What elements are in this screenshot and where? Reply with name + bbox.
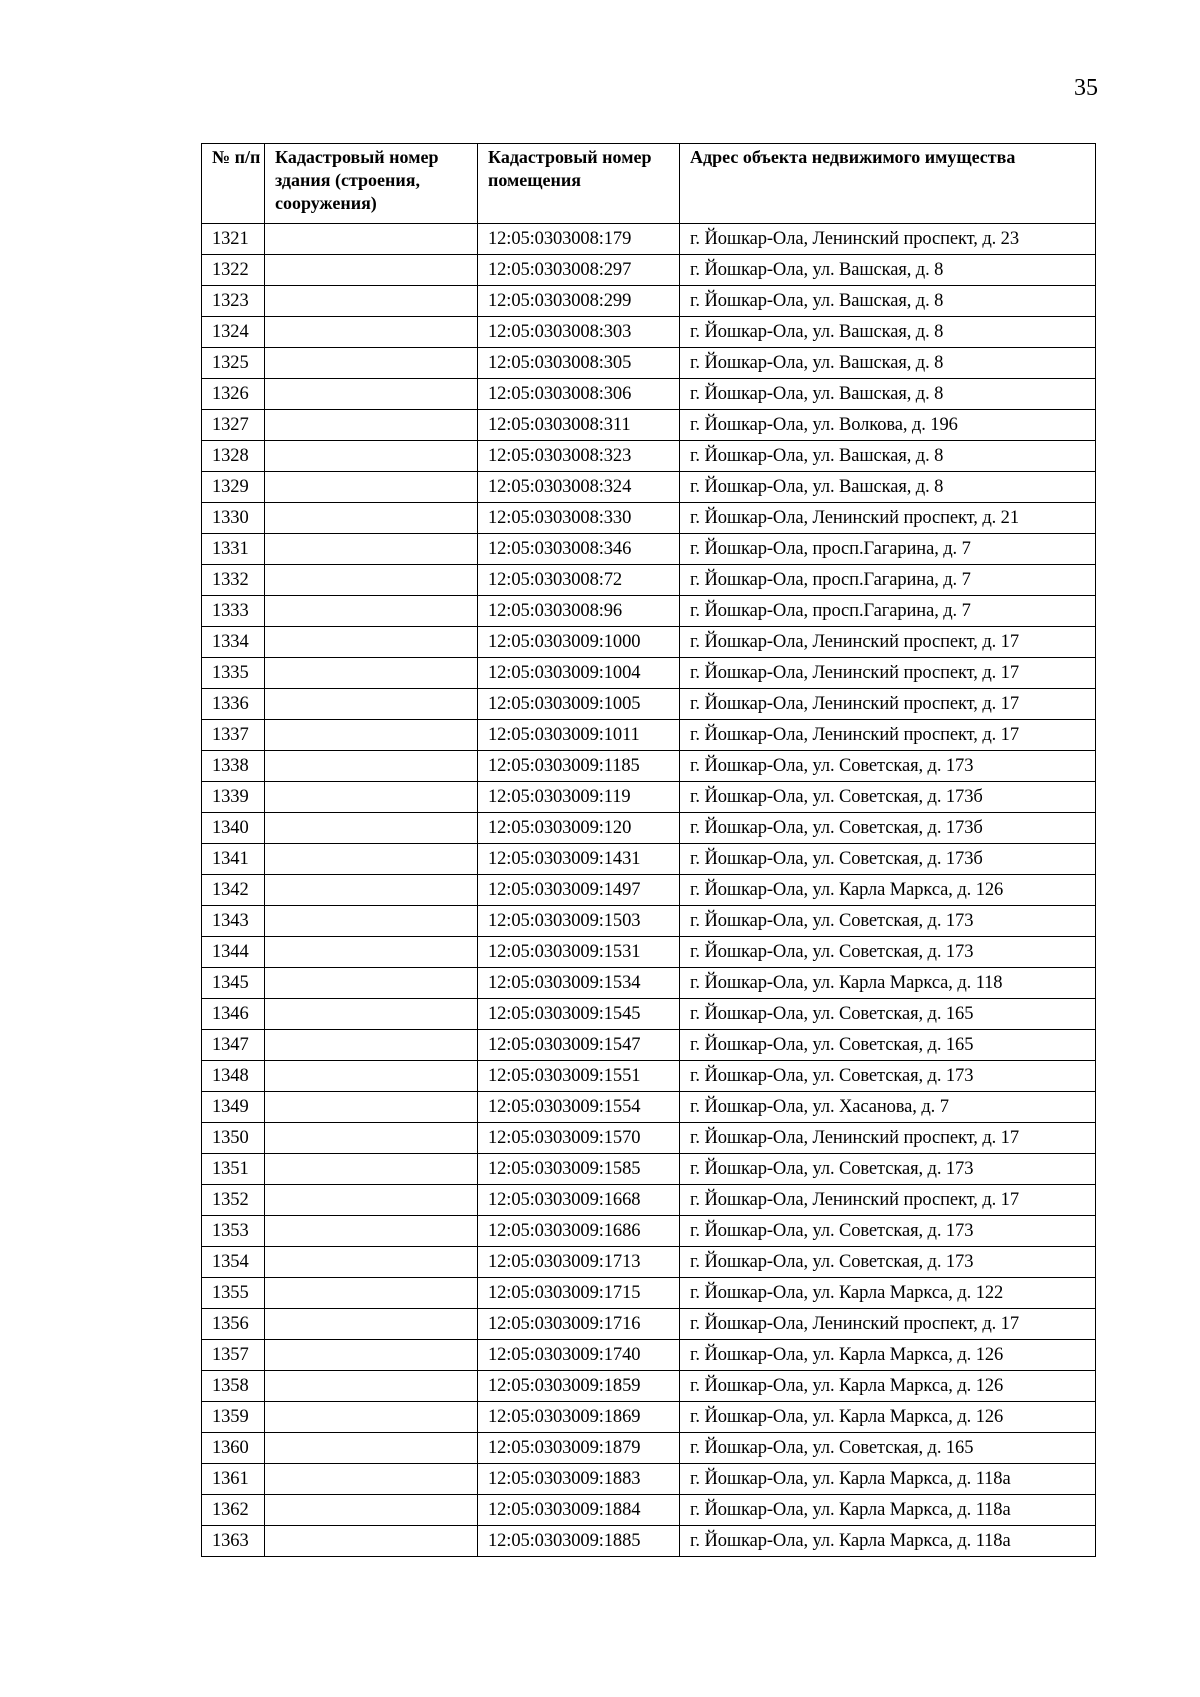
address-cell: г. Йошкар-Ола, Ленинский проспект, д. 17 bbox=[680, 658, 1096, 689]
address-cell: г. Йошкар-Ола, ул. Волкова, д. 196 bbox=[680, 410, 1096, 441]
address-cell: г. Йошкар-Ола, ул. Вашская, д. 8 bbox=[680, 286, 1096, 317]
table-row bbox=[202, 782, 1096, 813]
row-number-cell: 1329 bbox=[202, 472, 265, 503]
row-number-cell: 1347 bbox=[202, 1030, 265, 1061]
header-row-number: № п/п bbox=[202, 144, 265, 224]
address-cell: г. Йошкар-Ола, Ленинский проспект, д. 21 bbox=[680, 503, 1096, 534]
building-cadastral-cell bbox=[265, 1216, 478, 1247]
room-cadastral-cell: 12:05:0303008:303 bbox=[478, 317, 680, 348]
address-cell: г. Йошкар-Ола, Ленинский проспект, д. 17 bbox=[680, 627, 1096, 658]
building-cadastral-cell bbox=[265, 255, 478, 286]
building-cadastral-cell bbox=[265, 937, 478, 968]
address-cell: г. Йошкар-Ола, ул. Советская, д. 173 bbox=[680, 1247, 1096, 1278]
table-row bbox=[202, 1278, 1096, 1309]
row-number-cell: 1327 bbox=[202, 410, 265, 441]
room-cadastral-cell: 12:05:0303008:179 bbox=[478, 224, 680, 255]
row-number-cell: 1352 bbox=[202, 1185, 265, 1216]
row-number-cell: 1345 bbox=[202, 968, 265, 999]
building-cadastral-cell bbox=[265, 503, 478, 534]
table-row bbox=[202, 1154, 1096, 1185]
row-number-cell: 1333 bbox=[202, 596, 265, 627]
room-cadastral-cell: 12:05:0303008:299 bbox=[478, 286, 680, 317]
table-body bbox=[202, 224, 1096, 1557]
address-cell: г. Йошкар-Ола, Ленинский проспект, д. 17 bbox=[680, 1185, 1096, 1216]
row-number-cell: 1336 bbox=[202, 689, 265, 720]
room-cadastral-cell: 12:05:0303009:1879 bbox=[478, 1433, 680, 1464]
address-cell: г. Йошкар-Ола, ул. Карла Маркса, д. 126 bbox=[680, 1340, 1096, 1371]
row-number-cell: 1328 bbox=[202, 441, 265, 472]
room-cadastral-cell: 12:05:0303009:1000 bbox=[478, 627, 680, 658]
table-row bbox=[202, 875, 1096, 906]
building-cadastral-cell bbox=[265, 379, 478, 410]
building-cadastral-cell bbox=[265, 782, 478, 813]
room-cadastral-cell: 12:05:0303008:72 bbox=[478, 565, 680, 596]
table-row bbox=[202, 1433, 1096, 1464]
address-cell: г. Йошкар-Ола, ул. Советская, д. 173б bbox=[680, 782, 1096, 813]
table-row bbox=[202, 503, 1096, 534]
room-cadastral-cell: 12:05:0303009:1005 bbox=[478, 689, 680, 720]
room-cadastral-cell: 12:05:0303009:1713 bbox=[478, 1247, 680, 1278]
room-cadastral-cell: 12:05:0303009:1185 bbox=[478, 751, 680, 782]
building-cadastral-cell bbox=[265, 720, 478, 751]
address-cell: г. Йошкар-Ола, ул. Советская, д. 173б bbox=[680, 844, 1096, 875]
room-cadastral-cell: 12:05:0303009:1716 bbox=[478, 1309, 680, 1340]
building-cadastral-cell bbox=[265, 348, 478, 379]
address-cell: г. Йошкар-Ола, ул. Карла Маркса, д. 118а bbox=[680, 1464, 1096, 1495]
row-number-cell: 1342 bbox=[202, 875, 265, 906]
row-number-cell: 1360 bbox=[202, 1433, 265, 1464]
row-number-cell: 1362 bbox=[202, 1495, 265, 1526]
row-number-cell: 1331 bbox=[202, 534, 265, 565]
address-cell: г. Йошкар-Ола, ул. Советская, д. 173 bbox=[680, 1216, 1096, 1247]
row-number-cell: 1335 bbox=[202, 658, 265, 689]
address-cell: г. Йошкар-Ола, ул. Вашская, д. 8 bbox=[680, 379, 1096, 410]
address-cell: г. Йошкар-Ола, ул. Хасанова, д. 7 bbox=[680, 1092, 1096, 1123]
table-row bbox=[202, 689, 1096, 720]
room-cadastral-cell: 12:05:0303008:346 bbox=[478, 534, 680, 565]
address-cell: г. Йошкар-Ола, ул. Карла Маркса, д. 126 bbox=[680, 1371, 1096, 1402]
address-cell: г. Йошкар-Ола, Ленинский проспект, д. 23 bbox=[680, 224, 1096, 255]
building-cadastral-cell bbox=[265, 565, 478, 596]
row-number-cell: 1330 bbox=[202, 503, 265, 534]
row-number-cell: 1343 bbox=[202, 906, 265, 937]
room-cadastral-cell: 12:05:0303008:305 bbox=[478, 348, 680, 379]
room-cadastral-cell: 12:05:0303009:1869 bbox=[478, 1402, 680, 1433]
building-cadastral-cell bbox=[265, 1526, 478, 1557]
building-cadastral-cell bbox=[265, 410, 478, 441]
building-cadastral-cell bbox=[265, 1464, 478, 1495]
table-row bbox=[202, 317, 1096, 348]
table-row bbox=[202, 1092, 1096, 1123]
room-cadastral-cell: 12:05:0303009:1545 bbox=[478, 999, 680, 1030]
row-number-cell: 1358 bbox=[202, 1371, 265, 1402]
table-row bbox=[202, 1030, 1096, 1061]
table-row bbox=[202, 379, 1096, 410]
row-number-cell: 1354 bbox=[202, 1247, 265, 1278]
table-row bbox=[202, 286, 1096, 317]
table-row bbox=[202, 1123, 1096, 1154]
address-cell: г. Йошкар-Ола, ул. Советская, д. 165 bbox=[680, 1030, 1096, 1061]
address-cell: г. Йошкар-Ола, ул. Карла Маркса, д. 118 bbox=[680, 968, 1096, 999]
row-number-cell: 1321 bbox=[202, 224, 265, 255]
room-cadastral-cell: 12:05:0303008:330 bbox=[478, 503, 680, 534]
building-cadastral-cell bbox=[265, 658, 478, 689]
building-cadastral-cell bbox=[265, 1123, 478, 1154]
table-row bbox=[202, 596, 1096, 627]
room-cadastral-cell: 12:05:0303009:1859 bbox=[478, 1371, 680, 1402]
building-cadastral-cell bbox=[265, 1247, 478, 1278]
table-row bbox=[202, 720, 1096, 751]
building-cadastral-cell bbox=[265, 441, 478, 472]
table-row bbox=[202, 1495, 1096, 1526]
room-cadastral-cell: 12:05:0303009:1431 bbox=[478, 844, 680, 875]
table-row bbox=[202, 1526, 1096, 1557]
table-row bbox=[202, 968, 1096, 999]
building-cadastral-cell bbox=[265, 1278, 478, 1309]
address-cell: г. Йошкар-Ола, ул. Вашская, д. 8 bbox=[680, 348, 1096, 379]
row-number-cell: 1359 bbox=[202, 1402, 265, 1433]
building-cadastral-cell bbox=[265, 472, 478, 503]
address-cell: г. Йошкар-Ола, ул. Советская, д. 165 bbox=[680, 999, 1096, 1030]
building-cadastral-cell bbox=[265, 1061, 478, 1092]
room-cadastral-cell: 12:05:0303008:306 bbox=[478, 379, 680, 410]
room-cadastral-cell: 12:05:0303009:1686 bbox=[478, 1216, 680, 1247]
row-number-cell: 1346 bbox=[202, 999, 265, 1030]
address-cell: г. Йошкар-Ола, ул. Советская, д. 173б bbox=[680, 813, 1096, 844]
address-cell: г. Йошкар-Ола, ул. Вашская, д. 8 bbox=[680, 255, 1096, 286]
room-cadastral-cell: 12:05:0303009:119 bbox=[478, 782, 680, 813]
address-cell: г. Йошкар-Ола, ул. Вашская, д. 8 bbox=[680, 472, 1096, 503]
room-cadastral-cell: 12:05:0303008:324 bbox=[478, 472, 680, 503]
room-cadastral-cell: 12:05:0303009:1740 bbox=[478, 1340, 680, 1371]
table-row bbox=[202, 906, 1096, 937]
room-cadastral-cell: 12:05:0303008:297 bbox=[478, 255, 680, 286]
address-cell: г. Йошкар-Ола, ул. Советская, д. 173 bbox=[680, 751, 1096, 782]
table-row bbox=[202, 937, 1096, 968]
address-cell: г. Йошкар-Ола, ул. Карла Маркса, д. 126 bbox=[680, 875, 1096, 906]
table-row bbox=[202, 472, 1096, 503]
building-cadastral-cell bbox=[265, 1402, 478, 1433]
address-cell: г. Йошкар-Ола, ул. Карла Маркса, д. 118а bbox=[680, 1495, 1096, 1526]
row-number-cell: 1322 bbox=[202, 255, 265, 286]
room-cadastral-cell: 12:05:0303009:1534 bbox=[478, 968, 680, 999]
row-number-cell: 1325 bbox=[202, 348, 265, 379]
building-cadastral-cell bbox=[265, 1154, 478, 1185]
address-cell: г. Йошкар-Ола, Ленинский проспект, д. 17 bbox=[680, 720, 1096, 751]
row-number-cell: 1338 bbox=[202, 751, 265, 782]
row-number-cell: 1351 bbox=[202, 1154, 265, 1185]
room-cadastral-cell: 12:05:0303009:1668 bbox=[478, 1185, 680, 1216]
address-cell: г. Йошкар-Ола, ул. Советская, д. 173 bbox=[680, 906, 1096, 937]
building-cadastral-cell bbox=[265, 875, 478, 906]
building-cadastral-cell bbox=[265, 224, 478, 255]
address-cell: г. Йошкар-Ола, ул. Карла Маркса, д. 122 bbox=[680, 1278, 1096, 1309]
building-cadastral-cell bbox=[265, 689, 478, 720]
row-number-cell: 1334 bbox=[202, 627, 265, 658]
address-cell: г. Йошкар-Ола, ул. Карла Маркса, д. 126 bbox=[680, 1402, 1096, 1433]
table-row bbox=[202, 658, 1096, 689]
address-cell: г. Йошкар-Ола, Ленинский проспект, д. 17 bbox=[680, 689, 1096, 720]
room-cadastral-cell: 12:05:0303009:1883 bbox=[478, 1464, 680, 1495]
header-room-cadastral-number: Кадастровый номер помещения bbox=[478, 144, 680, 224]
address-cell: г. Йошкар-Ола, ул. Вашская, д. 8 bbox=[680, 317, 1096, 348]
row-number-cell: 1353 bbox=[202, 1216, 265, 1247]
table-row bbox=[202, 999, 1096, 1030]
table-row bbox=[202, 565, 1096, 596]
table-row bbox=[202, 1216, 1096, 1247]
row-number-cell: 1348 bbox=[202, 1061, 265, 1092]
room-cadastral-cell: 12:05:0303009:1554 bbox=[478, 1092, 680, 1123]
address-cell: г. Йошкар-Ола, ул. Советская, д. 173 bbox=[680, 1154, 1096, 1185]
room-cadastral-cell: 12:05:0303009:1004 bbox=[478, 658, 680, 689]
building-cadastral-cell bbox=[265, 1495, 478, 1526]
table-row bbox=[202, 1247, 1096, 1278]
row-number-cell: 1341 bbox=[202, 844, 265, 875]
building-cadastral-cell bbox=[265, 813, 478, 844]
table-row bbox=[202, 1185, 1096, 1216]
address-cell: г. Йошкар-Ола, ул. Советская, д. 173 bbox=[680, 937, 1096, 968]
table-row bbox=[202, 348, 1096, 379]
row-number-cell: 1326 bbox=[202, 379, 265, 410]
row-number-cell: 1356 bbox=[202, 1309, 265, 1340]
table-header bbox=[202, 144, 1096, 224]
building-cadastral-cell bbox=[265, 1030, 478, 1061]
table-row bbox=[202, 1309, 1096, 1340]
table-row bbox=[202, 1371, 1096, 1402]
table-row bbox=[202, 751, 1096, 782]
building-cadastral-cell bbox=[265, 627, 478, 658]
address-cell: г. Йошкар-Ола, Ленинский проспект, д. 17 bbox=[680, 1309, 1096, 1340]
row-number-cell: 1332 bbox=[202, 565, 265, 596]
building-cadastral-cell bbox=[265, 1185, 478, 1216]
room-cadastral-cell: 12:05:0303009:1585 bbox=[478, 1154, 680, 1185]
building-cadastral-cell bbox=[265, 1433, 478, 1464]
table-row bbox=[202, 1061, 1096, 1092]
address-cell: г. Йошкар-Ола, просп.Гагарина, д. 7 bbox=[680, 534, 1096, 565]
building-cadastral-cell bbox=[265, 1092, 478, 1123]
address-cell: г. Йошкар-Ола, просп.Гагарина, д. 7 bbox=[680, 596, 1096, 627]
room-cadastral-cell: 12:05:0303008:323 bbox=[478, 441, 680, 472]
room-cadastral-cell: 12:05:0303009:1497 bbox=[478, 875, 680, 906]
building-cadastral-cell bbox=[265, 751, 478, 782]
building-cadastral-cell bbox=[265, 286, 478, 317]
room-cadastral-cell: 12:05:0303009:1715 bbox=[478, 1278, 680, 1309]
address-cell: г. Йошкар-Ола, ул. Вашская, д. 8 bbox=[680, 441, 1096, 472]
header-row bbox=[202, 144, 1096, 224]
room-cadastral-cell: 12:05:0303009:1011 bbox=[478, 720, 680, 751]
room-cadastral-cell: 12:05:0303009:1547 bbox=[478, 1030, 680, 1061]
room-cadastral-cell: 12:05:0303009:1884 bbox=[478, 1495, 680, 1526]
property-registry-table bbox=[201, 143, 1096, 1557]
room-cadastral-cell: 12:05:0303009:1531 bbox=[478, 937, 680, 968]
table-row bbox=[202, 627, 1096, 658]
building-cadastral-cell bbox=[265, 999, 478, 1030]
table-row bbox=[202, 534, 1096, 565]
table-row bbox=[202, 1464, 1096, 1495]
table-row bbox=[202, 224, 1096, 255]
row-number-cell: 1355 bbox=[202, 1278, 265, 1309]
room-cadastral-cell: 12:05:0303009:1551 bbox=[478, 1061, 680, 1092]
room-cadastral-cell: 12:05:0303009:120 bbox=[478, 813, 680, 844]
room-cadastral-cell: 12:05:0303009:1885 bbox=[478, 1526, 680, 1557]
building-cadastral-cell bbox=[265, 1340, 478, 1371]
row-number-cell: 1350 bbox=[202, 1123, 265, 1154]
row-number-cell: 1323 bbox=[202, 286, 265, 317]
page-number: 35 bbox=[1074, 75, 1098, 101]
building-cadastral-cell bbox=[265, 968, 478, 999]
table-row bbox=[202, 1340, 1096, 1371]
table-row bbox=[202, 441, 1096, 472]
table-row bbox=[202, 255, 1096, 286]
room-cadastral-cell: 12:05:0303009:1570 bbox=[478, 1123, 680, 1154]
row-number-cell: 1337 bbox=[202, 720, 265, 751]
table-row bbox=[202, 410, 1096, 441]
table-row bbox=[202, 844, 1096, 875]
address-cell: г. Йошкар-Ола, просп.Гагарина, д. 7 bbox=[680, 565, 1096, 596]
table-row bbox=[202, 1402, 1096, 1433]
header-building-cadastral-number: Кадастровый номер здания (строения, сооружения) bbox=[265, 144, 478, 224]
row-number-cell: 1361 bbox=[202, 1464, 265, 1495]
building-cadastral-cell bbox=[265, 844, 478, 875]
building-cadastral-cell bbox=[265, 1309, 478, 1340]
header-property-address: Адрес объекта недвижимого имущества bbox=[680, 144, 1096, 224]
row-number-cell: 1344 bbox=[202, 937, 265, 968]
room-cadastral-cell: 12:05:0303008:311 bbox=[478, 410, 680, 441]
address-cell: г. Йошкар-Ола, Ленинский проспект, д. 17 bbox=[680, 1123, 1096, 1154]
address-cell: г. Йошкар-Ола, ул. Советская, д. 173 bbox=[680, 1061, 1096, 1092]
row-number-cell: 1349 bbox=[202, 1092, 265, 1123]
building-cadastral-cell bbox=[265, 317, 478, 348]
row-number-cell: 1339 bbox=[202, 782, 265, 813]
row-number-cell: 1340 bbox=[202, 813, 265, 844]
building-cadastral-cell bbox=[265, 596, 478, 627]
row-number-cell: 1357 bbox=[202, 1340, 265, 1371]
room-cadastral-cell: 12:05:0303009:1503 bbox=[478, 906, 680, 937]
address-cell: г. Йошкар-Ола, ул. Карла Маркса, д. 118а bbox=[680, 1526, 1096, 1557]
table-row bbox=[202, 813, 1096, 844]
building-cadastral-cell bbox=[265, 1371, 478, 1402]
address-cell: г. Йошкар-Ола, ул. Советская, д. 165 bbox=[680, 1433, 1096, 1464]
building-cadastral-cell bbox=[265, 534, 478, 565]
building-cadastral-cell bbox=[265, 906, 478, 937]
row-number-cell: 1363 bbox=[202, 1526, 265, 1557]
room-cadastral-cell: 12:05:0303008:96 bbox=[478, 596, 680, 627]
row-number-cell: 1324 bbox=[202, 317, 265, 348]
